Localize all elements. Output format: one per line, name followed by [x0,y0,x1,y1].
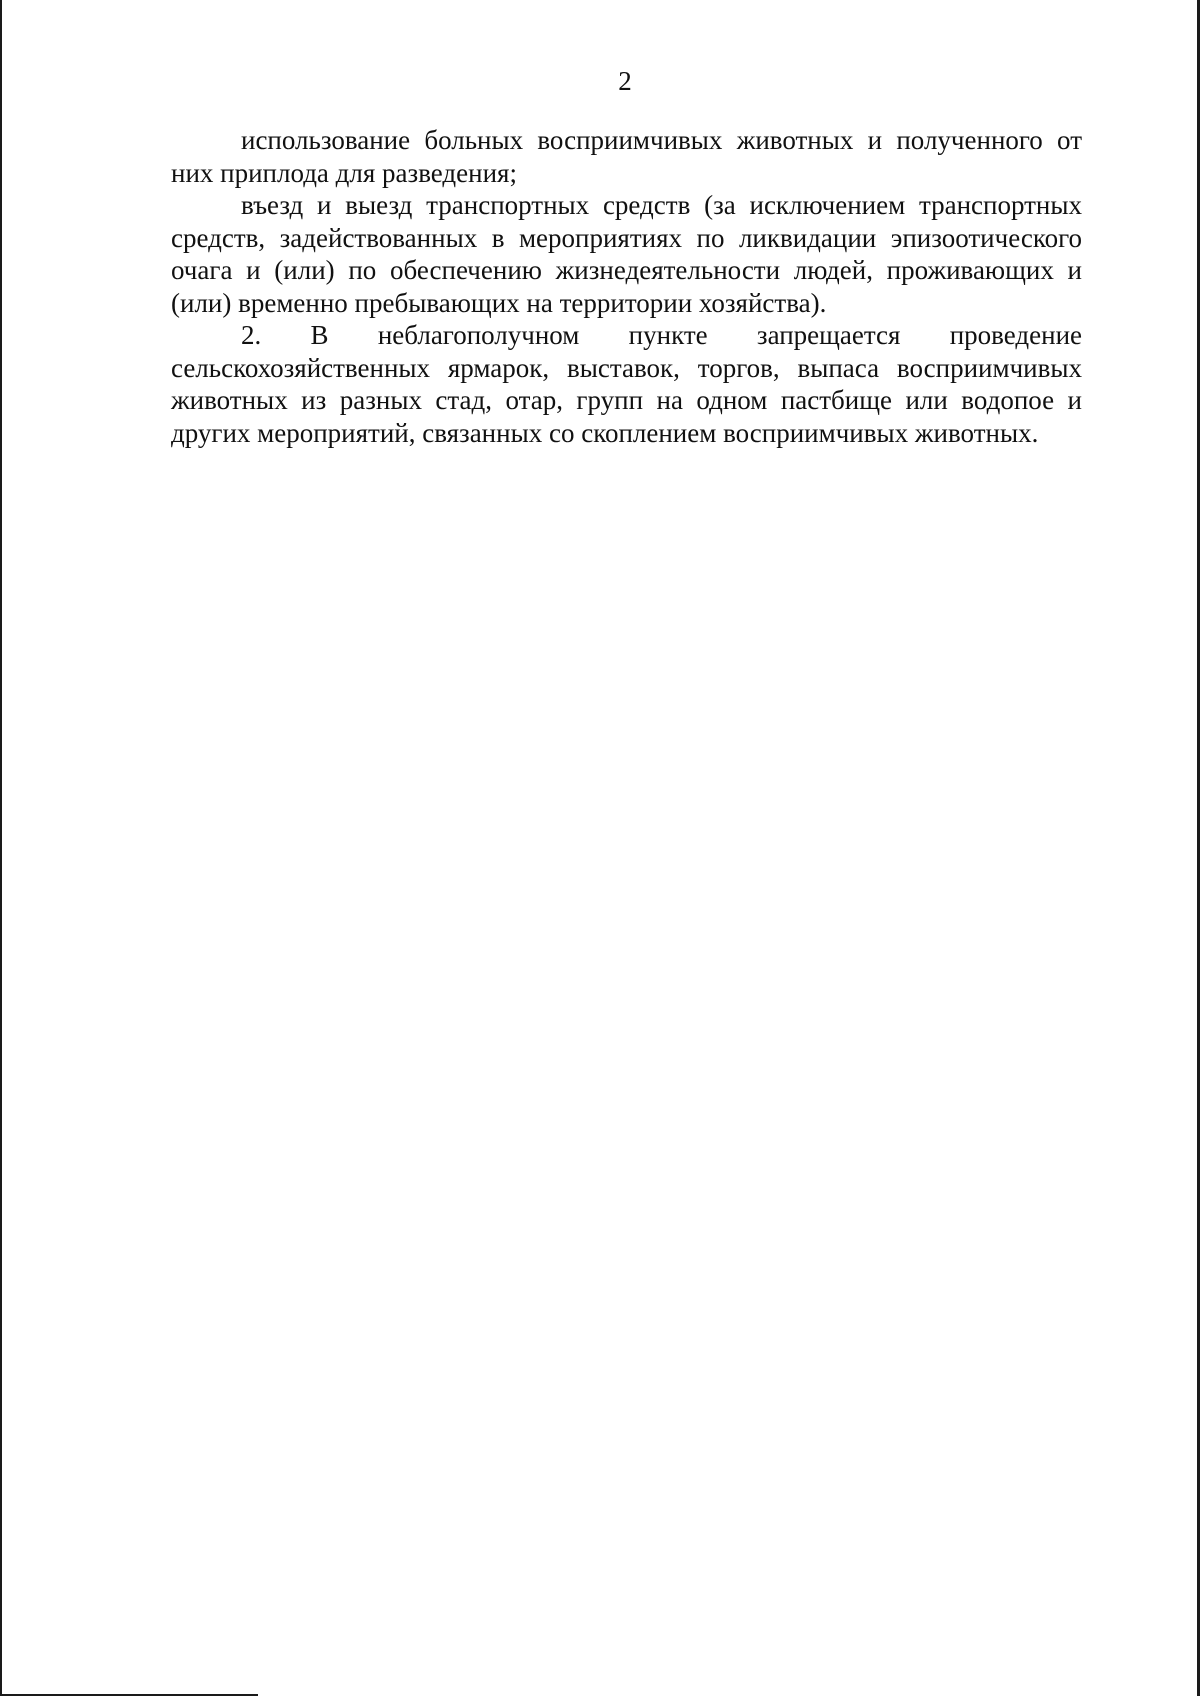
document-body [171,124,1082,449]
page-number: 2 [618,66,632,96]
paragraph-gathering-ban: 2. В неблагополучном пункте запрещается проведение сельскохозяйственных ярмарок, выставок, торгов, выпаса восприимчивых животных из разных стад, отар, групп на одном пастбище или водопое и других мероприятий, связанных со скоплением восприимчивых животных. [171,320,1082,448]
scan-edge-left [0,0,2,1696]
paragraph-vehicle-entry-ban: въезд и выезд транспортных средств (за исключением транспортных средств, задействованных в мероприятиях по ликвидации эпизоотического очага и (или) по обеспечению жизнедеятельности людей, проживающих и (или) временно пребывающих на территории хозяйства). [171,190,1082,318]
paragraph-breeding-ban: использование больных восприимчивых животных и полученного от них приплода для разведения; [171,125,1082,188]
